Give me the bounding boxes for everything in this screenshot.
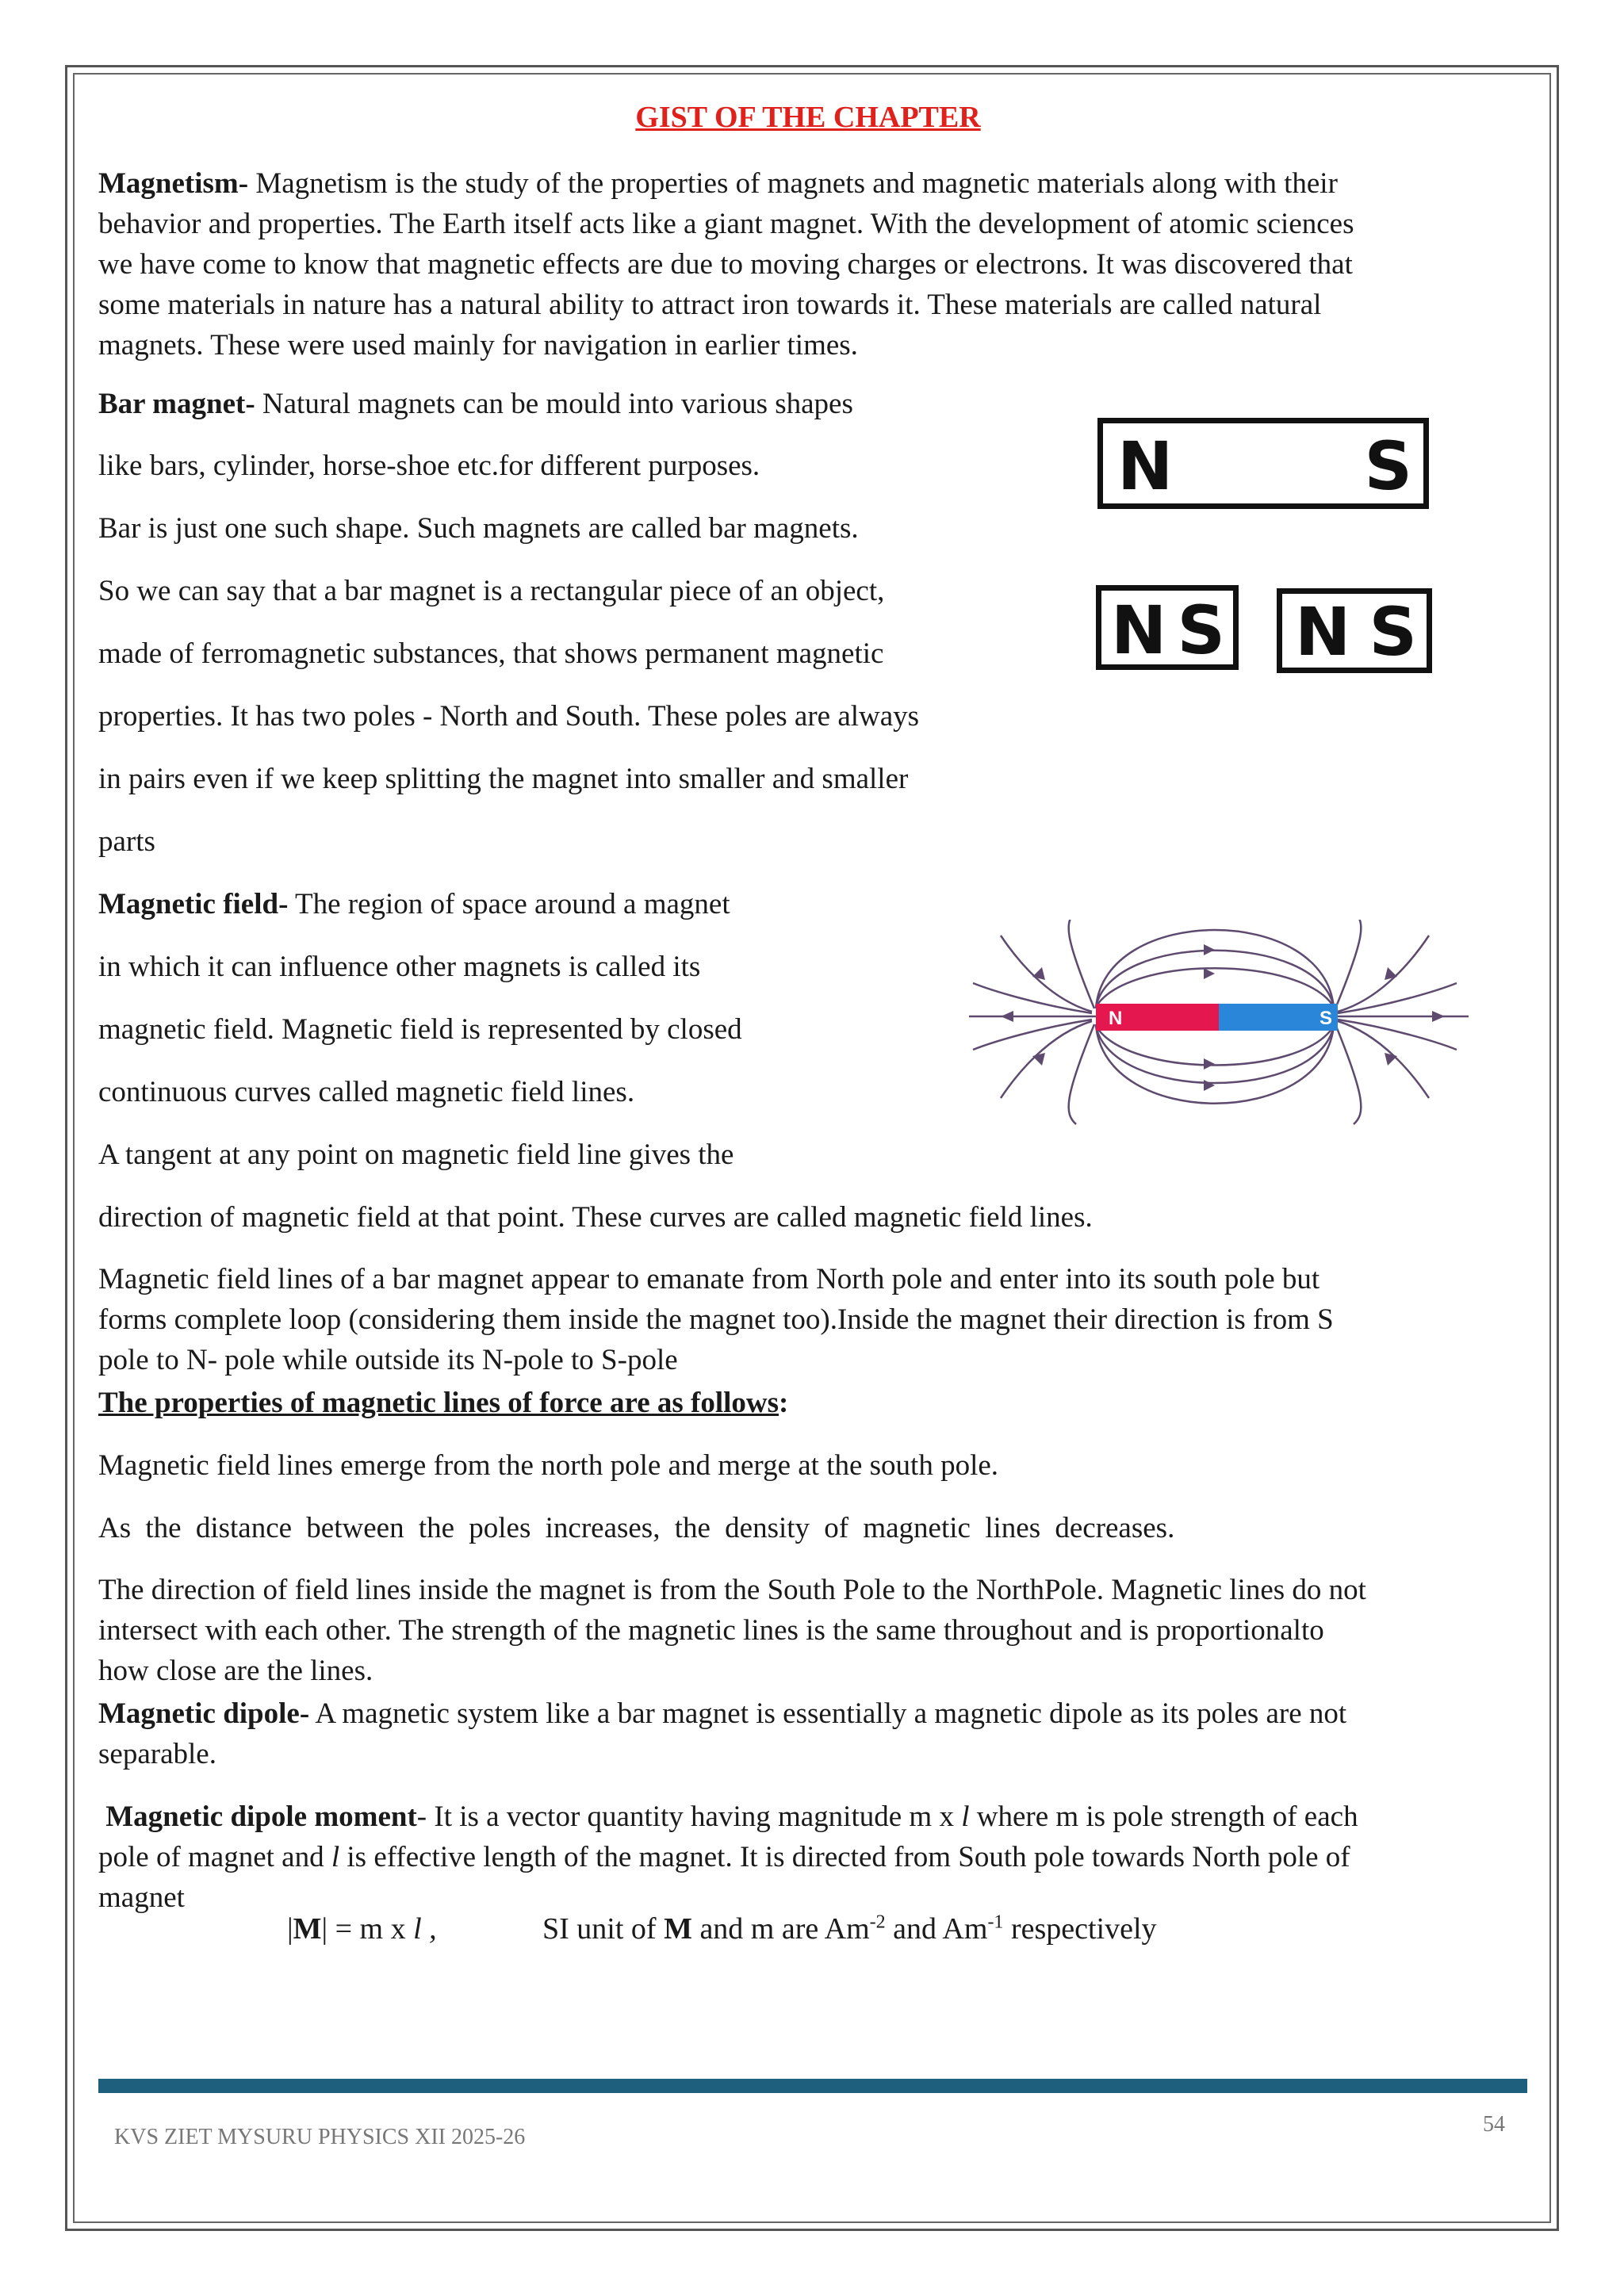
dipole-moment-line-2: pole of magnet and l is effective length of the magnet. It is directed from South pole towards North pole of — [98, 1841, 1350, 1873]
page-number: 54 — [1483, 2112, 1505, 2137]
properties-para3-line-3: how close are the lines. — [98, 1655, 373, 1687]
si-unit-statement: SI unit of M and m are $Am^{-2}$ and $Am^{-1}$ respectively — [542, 1911, 1157, 1946]
magnetic-field-line-5: A tangent at any point on magnetic field line gives the — [98, 1138, 734, 1171]
bar-magnet-line-1: Bar magnet- Natural magnets can be mould into various shapes — [98, 388, 853, 420]
dipole-moment-heading: Magnetic dipole moment — [105, 1800, 417, 1833]
field-lines-paragraph — [98, 1259, 1518, 1380]
magnetism-line-3: we have come to know that magnetic effects are due to moving charges or electrons. It was discovered that — [98, 248, 1353, 281]
dipole-moment-line-3: magnet — [98, 1881, 185, 1914]
north-pole-label: N — [1117, 427, 1174, 505]
bar-magnet-figure-large — [1097, 418, 1429, 509]
south-pole-label: S — [1364, 427, 1412, 505]
north-pole-label: N — [1295, 593, 1351, 671]
field-north-label: N — [1109, 1008, 1123, 1029]
magnetic-field-heading: Magnetic field- — [98, 888, 289, 920]
north-pole-label: N — [1111, 591, 1167, 669]
chapter-title: GIST OF THE CHAPTER — [635, 101, 981, 134]
footer-bar — [98, 2079, 1527, 2093]
magnetic-field-line-3: magnetic field. Magnetic field is represented by closed — [98, 1013, 742, 1046]
properties-para3-line-2: intersect with each other. The strength of the magnetic lines is the same throughout and is proportionalto — [98, 1614, 1324, 1647]
bar-magnet-line-7: in pairs even if we keep splitting the magnet into smaller and smaller — [98, 763, 909, 795]
properties-line-2: As the distance between the poles increases, the density of magnetic lines decreases. — [98, 1512, 1175, 1544]
magnetism-line-1: Magnetism- Magnetism is the study of the properties of magnets and magnetic materials along with their — [98, 167, 1338, 200]
bar-magnet-figure-small-2 — [1277, 588, 1432, 673]
dipole-line-2: separable. — [98, 1738, 216, 1770]
dipole-moment-line-1: Magnetic dipole moment- It is a vector quantity having magnitude m x l where m is pole strength of each — [105, 1800, 1358, 1833]
dipole-paragraph — [98, 1693, 1518, 1774]
properties-para3-line-1: The direction of field lines inside the magnet is from the South Pole to the NorthPole. Magnetic lines do not — [98, 1574, 1366, 1606]
magnetic-field-line-2: in which it can influence other magnets is called its — [98, 951, 701, 983]
dipole-heading: Magnetic dipole- — [98, 1697, 310, 1730]
bar-magnet-line-6: properties. It has two poles - North and South. These poles are always — [98, 700, 920, 733]
field-lines-line-3: pole to N- pole while outside its N-pole to S-pole — [98, 1344, 678, 1376]
bar-magnet-line-5: made of ferromagnetic substances, that shows permanent magnetic — [98, 637, 884, 670]
dipole-line-1: Magnetic dipole- A magnetic system like a bar magnet is essentially a magnetic dipole as its poles are not — [98, 1697, 1347, 1730]
bar-magnet-line-3: Bar is just one such shape. Such magnets are called bar magnets. — [98, 512, 859, 545]
magnetic-field-line-6: direction of magnetic field at that point. These curves are called magnetic field lines. — [98, 1201, 1093, 1234]
bar-magnet-line-8: parts — [98, 825, 155, 858]
magnetism-paragraph — [98, 163, 1518, 365]
properties-heading-line: The properties of magnetic lines of force are as follows: — [98, 1387, 789, 1419]
field-lines-line-2: forms complete loop (considering them inside the magnet too).Inside the magnet their direction is from S — [98, 1303, 1334, 1336]
magnetic-field-line-1: Magnetic field- The region of space around a magnet — [98, 888, 730, 920]
bar-magnet-line-2: like bars, cylinder, horse-shoe etc.for different purposes. — [98, 450, 760, 482]
properties-heading: The properties of magnetic lines of force are as follows — [98, 1387, 779, 1419]
bar-magnet-heading: Bar magnet- — [98, 388, 255, 420]
bar-magnet-line-4: So we can say that a bar magnet is a rectangular piece of an object, — [98, 575, 885, 607]
bar-magnet-figure-small-1 — [1096, 585, 1239, 670]
magnetic-field-line-4: continuous curves called magnetic field lines. — [98, 1076, 635, 1108]
properties-line-1: Magnetic field lines emerge from the north pole and merge at the south pole. — [98, 1449, 999, 1482]
field-south-label: S — [1320, 1008, 1333, 1029]
south-pole-label: S — [1369, 593, 1417, 671]
properties-paragraph-3 — [98, 1570, 1518, 1691]
south-pole-label: S — [1177, 591, 1225, 669]
magnetic-field-diagram — [969, 920, 1469, 1158]
magnetism-heading: Magnetism- — [98, 167, 249, 200]
footer-text: KVS ZIET MYSURU PHYSICS XII 2025-26 — [114, 2125, 526, 2149]
magnetism-line-4: some materials in nature has a natural ability to attract iron towards it. These materials are called natural — [98, 289, 1322, 321]
magnetism-line-5: magnets. These were used mainly for navigation in earlier times. — [98, 329, 858, 362]
dipole-moment-paragraph — [98, 1797, 1518, 1918]
dipole-moment-formula: |M| = m x l , — [287, 1912, 437, 1946]
field-lines-line-1: Magnetic field lines of a bar magnet appear to emanate from North pole and enter into its south pole but — [98, 1263, 1320, 1295]
magnetism-line-2: behavior and properties. The Earth itself acts like a giant magnet. With the development of atomic sciences — [98, 208, 1354, 240]
